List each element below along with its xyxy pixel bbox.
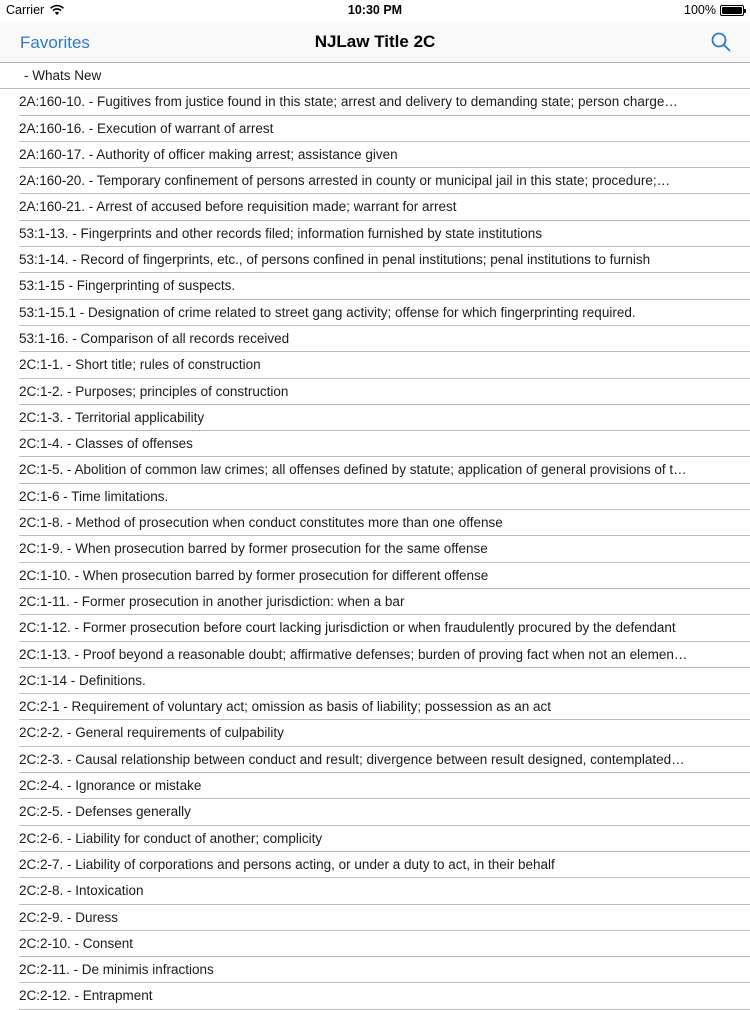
list-item[interactable]: 2A:160-21. - Arrest of accused before requisition made; warrant for arrest bbox=[19, 194, 750, 220]
battery-fill bbox=[722, 7, 742, 14]
list-item[interactable]: 2C:2-5. - Defenses generally bbox=[19, 799, 750, 825]
list-item[interactable]: 2C:1-3. - Territorial applicability bbox=[19, 405, 750, 431]
list-item[interactable]: 53:1-14. - Record of fingerprints, etc., of persons confined in penal institutions; penal institutions to furnish bbox=[19, 247, 750, 273]
battery-percent: 100% bbox=[684, 3, 716, 17]
list-item[interactable]: 2C:1-14 - Definitions. bbox=[19, 668, 750, 694]
list-item[interactable]: 2C:2-10. - Consent bbox=[19, 931, 750, 957]
list-item[interactable]: 2A:160-20. - Temporary confinement of persons arrested in county or municipal jail in this state; procedure;… bbox=[19, 168, 750, 194]
list-item[interactable]: 2C:1-9. - When prosecution barred by former prosecution for the same offense bbox=[19, 536, 750, 562]
whats-new-item[interactable]: - Whats New bbox=[0, 63, 750, 89]
list-item[interactable]: 2A:160-16. - Execution of warrant of arrest bbox=[19, 116, 750, 142]
list-item[interactable]: 2C:1-8. - Method of prosecution when conduct constitutes more than one offense bbox=[19, 510, 750, 536]
list-item[interactable]: 2C:2-4. - Ignorance or mistake bbox=[19, 773, 750, 799]
list-item[interactable]: 2C:1-6 - Time limitations. bbox=[19, 484, 750, 510]
favorites-button[interactable]: Favorites bbox=[20, 33, 90, 52]
list-item[interactable]: 2C:2-8. - Intoxication bbox=[19, 878, 750, 904]
list-item[interactable]: 2C:2-2. - General requirements of culpability bbox=[19, 720, 750, 746]
list-item[interactable]: 2C:2-1 - Requirement of voluntary act; omission as basis of liability; possession as an act bbox=[19, 694, 750, 720]
list-item[interactable]: 2C:2-6. - Liability for conduct of another; complicity bbox=[19, 826, 750, 852]
search-icon[interactable] bbox=[710, 31, 732, 53]
list-item[interactable]: 2A:160-10. - Fugitives from justice found in this state; arrest and delivery to demanding state; person charge… bbox=[19, 89, 750, 115]
list-item[interactable]: 2C:1-2. - Purposes; principles of construction bbox=[19, 379, 750, 405]
list-item[interactable]: 2C:1-4. - Classes of offenses bbox=[19, 431, 750, 457]
law-list bbox=[0, 63, 750, 1010]
list-item[interactable]: 2C:1-10. - When prosecution barred by former prosecution for different offense bbox=[19, 563, 750, 589]
list-item[interactable]: 53:1-16. - Comparison of all records received bbox=[19, 326, 750, 352]
list-item[interactable]: 2C:2-9. - Duress bbox=[19, 905, 750, 931]
list-item[interactable]: 53:1-13. - Fingerprints and other records filed; information furnished by state institutions bbox=[19, 221, 750, 247]
list-item[interactable]: 2C:2-7. - Liability of corporations and persons acting, or under a duty to act, in their behalf bbox=[19, 852, 750, 878]
navigation-bar bbox=[0, 22, 750, 63]
list-item[interactable]: 2C:1-13. - Proof beyond a reasonable doubt; affirmative defenses; burden of proving fact when not an elemen… bbox=[19, 642, 750, 668]
list-item[interactable]: 2C:2-11. - De minimis infractions bbox=[19, 957, 750, 983]
battery-indicator bbox=[684, 3, 744, 17]
list-item[interactable]: 2C:1-5. - Abolition of common law crimes; all offenses defined by statute; application of general provisions of t… bbox=[19, 457, 750, 483]
list-item[interactable]: 2A:160-17. - Authority of officer making arrest; assistance given bbox=[19, 142, 750, 168]
list-item[interactable]: 2C:2-12. - Entrapment bbox=[19, 983, 750, 1009]
carrier-label: Carrier bbox=[6, 3, 45, 17]
status-bar bbox=[0, 0, 750, 22]
list-item[interactable]: 2C:1-11. - Former prosecution in another jurisdiction: when a bar bbox=[19, 589, 750, 615]
list-item[interactable]: 2C:2-3. - Causal relationship between conduct and result; divergence between result designed, contemplated… bbox=[19, 747, 750, 773]
list-item[interactable]: 53:1-15.1 - Designation of crime related to street gang activity; offense for which fingerprinting required. bbox=[19, 300, 750, 326]
battery-icon bbox=[720, 5, 744, 16]
page-title: NJLaw Title 2C bbox=[314, 32, 436, 51]
list-item[interactable]: 2C:1-12. - Former prosecution before court lacking jurisdiction or when fraudulently procured by the defendant bbox=[19, 615, 750, 641]
status-time: 10:30 PM bbox=[347, 3, 403, 17]
list-item[interactable]: 53:1-15 - Fingerprinting of suspects. bbox=[19, 273, 750, 299]
list-item[interactable]: 2C:1-1. - Short title; rules of construction bbox=[19, 352, 750, 378]
